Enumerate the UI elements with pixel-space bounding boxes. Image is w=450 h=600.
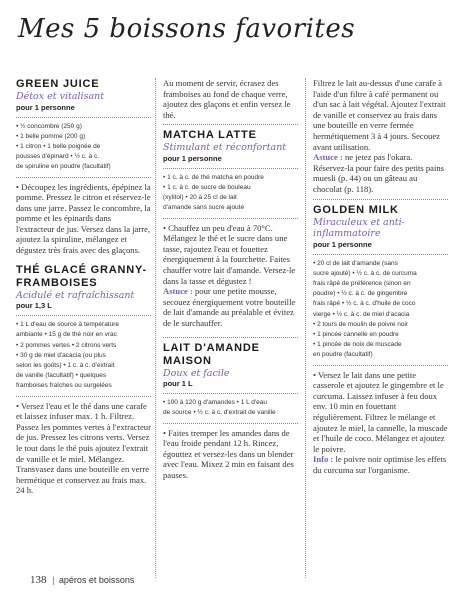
recipe-step: • Chauffez un peu d'eau à 70°C. Mélangez le thé et le sucre dans une tasse, rajoutez l'eau et fouettez énergiquement à la fourchette. Faites chauffer votre lait d'amande. Versez-le dans la tasse et dégustez ! xyxy=(163,222,296,286)
recipe-info xyxy=(313,454,448,475)
ingredient-line: vierge • ½ c. à c. de miel d'acacia xyxy=(313,310,410,318)
ingredient-line: • 1 pincée de noix de muscade xyxy=(313,341,402,349)
ingredient-line: • 1 pincée cannelle en poudre xyxy=(313,330,399,338)
tip-label: Astuce : xyxy=(163,286,193,297)
dotted-divider xyxy=(163,124,298,125)
dotted-divider xyxy=(313,199,448,200)
recipe-green-juice xyxy=(16,78,151,256)
dotted-divider xyxy=(16,117,151,118)
tip-text: pour une petite mousse, secouez énergiquement votre bouteille de lait d'amande au préalable et évitez de le surchauffer. xyxy=(163,286,296,329)
ingredient-line: sucre ajouté) • ½ c. à c. de curcuma xyxy=(313,269,417,277)
footer-separator: | xyxy=(52,575,55,585)
dotted-divider xyxy=(163,168,298,169)
ingredient-line: selon les goûts) • 1 c. à c. d'extrait xyxy=(16,361,115,369)
ingredient-line: • 20 cl de lait d'amande (sans xyxy=(313,259,398,267)
ingredient-line: • 30 g de miel d'acacia (ou plus xyxy=(16,351,106,359)
recipe-step: • Versez l'eau et le thé dans une carafe et laissez infuser max. 1 h. Filtrez. Passez les pommes vertes à l'extracteur de jus. Pressez les citrons verts. Versez le tout dans le thé puis ajoutez l'extrait de vanille et le miel. Mélangez. Transvasez dans une bouteille en verre hermétique et conservez au frais max. 24 h. xyxy=(16,400,151,496)
recipe-tip xyxy=(313,152,448,194)
ingredient-line: • 1 c. à c. de sucre de bouleau xyxy=(163,184,251,192)
recipe-servings: pour 1 personne xyxy=(16,102,75,112)
dotted-divider xyxy=(313,365,448,366)
dotted-divider xyxy=(313,254,448,255)
tip-text: ne jetez pas l'okara. Réservez-la pour faire des petits pains muesli (p. 44) ou un gâteau au chocolat (p. 118). xyxy=(313,152,445,194)
info-label: Info : xyxy=(313,454,334,465)
recipe-servings: pour 1 L xyxy=(163,379,193,389)
recipe-title: MATCHA LATTE xyxy=(163,129,257,142)
ingredient-line: • 1 L d'eau de source à température xyxy=(16,321,120,329)
ingredient-line: poudre) • ½ c. à c. de gingembre xyxy=(313,290,408,298)
ingredient-line: • 1 c. à c. de thé matcha en poudre xyxy=(163,173,264,181)
ingredient-line: (xylitol) • 20 à 25 cl de lait xyxy=(163,194,237,202)
recipe-subtitle: Acidulé et rafraîchissant xyxy=(16,289,135,301)
column-divider xyxy=(155,78,156,578)
ingredient-line: • ½ concombre (250 g) xyxy=(16,122,82,130)
recipe-step: • Découpez les ingrédients, épépinez la pomme. Pressez le citron et réservez-le dans une jarre. Passez le concombre, la pomme et les épinards dans l'extracteur de jus. Versez dans la jarre, ajoutez la spiruline, mélangez et dégustez très frais avec des glaçons. xyxy=(16,181,151,256)
recipe-servings: pour 1 personne xyxy=(313,239,372,249)
dotted-divider xyxy=(163,393,298,394)
ingredient-line: • 100 à 120 g d'amandes • 1 L d'eau xyxy=(163,399,268,407)
ingredient-line: pousses d'épinard • ½ c. à c. xyxy=(16,153,100,161)
footer-section: apéros et boissons xyxy=(58,575,135,585)
tip-label: Astuce : xyxy=(313,152,343,163)
recipe-the-glace xyxy=(16,264,151,496)
recipe-title: LAIT D'AMANDE MAISON xyxy=(163,341,260,367)
column-divider xyxy=(305,78,306,578)
dotted-divider xyxy=(163,218,298,219)
column-1 xyxy=(16,78,151,504)
page-title: Mes 5 boissons favorites xyxy=(18,14,356,44)
ingredient-line: de source • ½ c. à c. d'extrait de vanille xyxy=(163,409,276,417)
ingredient-line: en poudre (facultatif) xyxy=(313,351,373,359)
recipe-matcha-latte xyxy=(163,129,298,328)
dotted-divider xyxy=(16,315,151,316)
recipe-title: GREEN JUICE xyxy=(16,78,100,90)
recipe-subtitle: Doux et facile xyxy=(163,367,230,379)
recipe-lait-amande xyxy=(163,342,298,481)
page-number: 138 xyxy=(30,574,47,586)
recipe-golden-milk xyxy=(313,204,448,476)
ingredient-line: d'amande sans sucre ajouté xyxy=(163,204,245,212)
recipe-step: • Faites tremper les amandes dans de l'eau froide pendant 12 h. Rincez, égouttez et versez-les dans un blender avec l'eau. Mixez 2 min en faisant des pauses. xyxy=(163,427,294,480)
continued-text: Filtrez le lait au-dessus d'une carafe à l'aide d'un filtre à café permanent ou d'un sac à lait végétal. Ajoutez l'extrait de vanille et conservez au frais dans une bouteille en verre fermée hermétiquement 3 à 4 jours. Secouez avant utilisation. xyxy=(313,78,446,152)
ingredient-line: ambiante • 15 g de thé noir en vrac xyxy=(16,331,117,339)
ingredient-line: • 2 pommes vertes • 2 citrons verts xyxy=(16,341,117,349)
recipe-subtitle: Détox et vitalisant xyxy=(16,91,105,102)
column-3 xyxy=(313,78,448,484)
recipe-step: • Versez le lait dans une petite casserole et ajoutez le gingembre et le curcuma. Laissez infuser à feu doux env. 10 min en fouettant régulièrement. Filtrez le mélange et ajoutez le miel, la cannelle, la muscade et l'huile de coco. Mélangez et ajoutez le poivre. xyxy=(313,369,448,454)
info-text: le poivre noir optimise les effets du curcuma sur l'organisme. xyxy=(313,454,447,475)
dotted-divider xyxy=(163,423,298,424)
ingredient-line: framboises fraîches ou surgelées xyxy=(16,382,112,390)
page-footer xyxy=(30,574,134,586)
ingredient-line: frais râpé de préférence (sinon en xyxy=(313,279,411,287)
recipe-servings: pour 1,3 L xyxy=(16,301,52,311)
ingredient-line: frais râpé • ½ c. à c. d'huile de coco xyxy=(313,300,416,308)
ingredient-line: • 1 citron • 1 belle poignée de xyxy=(16,142,101,150)
ingredient-line: de spiruline en poudre (facultatif) xyxy=(16,163,111,171)
recipe-title: THÉ GLACÉ GRANNY-FRAMBOISES xyxy=(16,263,147,289)
continued-text: Au moment de servir, écrasez des framboises au fond de chaque verre, ajoutez des glaçons et enfin versez le thé. xyxy=(163,78,291,120)
dotted-divider xyxy=(16,396,151,397)
recipe-subtitle: Miraculeux et anti-inflammatoire xyxy=(313,216,405,240)
dotted-divider xyxy=(16,177,151,178)
ingredient-line: • 1 belle pomme (200 g) xyxy=(16,132,86,140)
ingredient-line: • 2 tours de moulin de poivre noir xyxy=(313,320,409,328)
recipe-tip xyxy=(163,286,298,328)
ingredient-line: de vanille (facultatif) • quelques xyxy=(16,372,107,380)
recipe-subtitle: Stimulant et réconfortant xyxy=(163,142,287,154)
recipe-title: GOLDEN MILK xyxy=(313,203,399,216)
column-2 xyxy=(163,78,298,489)
recipe-servings: pour 1 personne xyxy=(163,153,222,163)
dotted-divider xyxy=(163,337,298,338)
